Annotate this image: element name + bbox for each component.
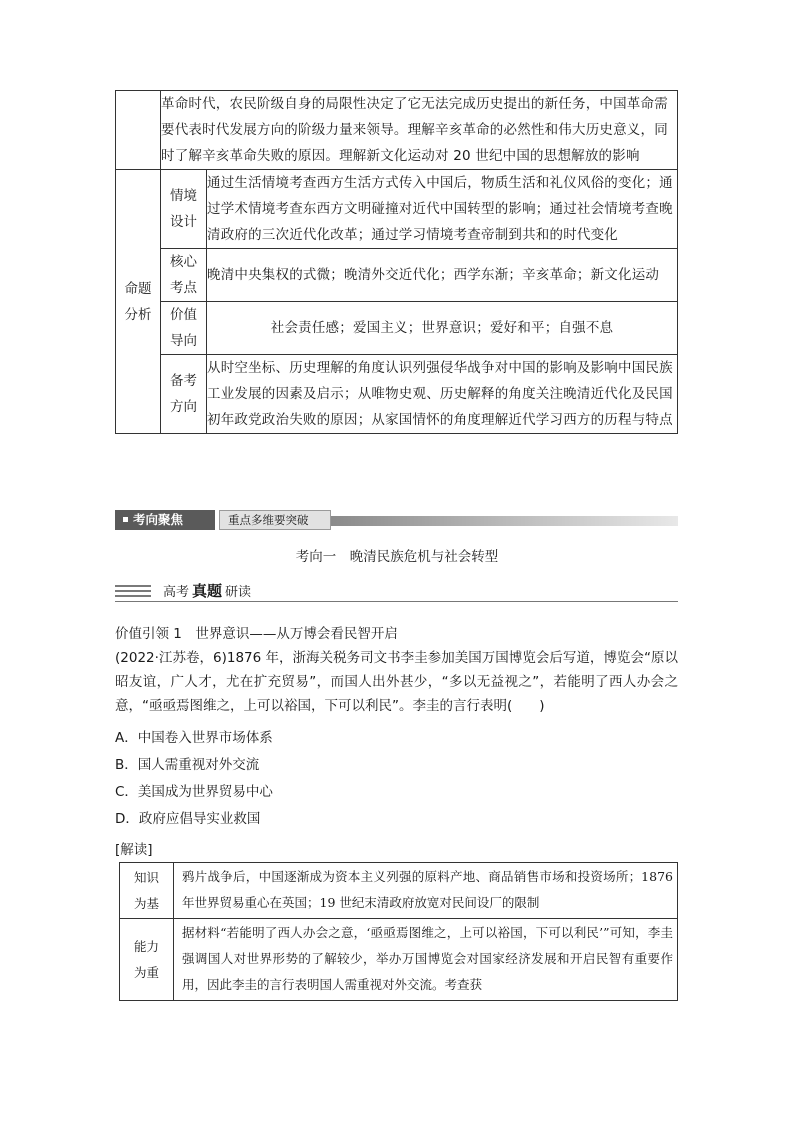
gaokao-bold: 真题 <box>192 582 223 600</box>
jiedu-key-ability: 能力为重 <box>134 938 160 980</box>
stripes-icon <box>115 585 151 600</box>
intro-text: 革命时代，农民阶级自身的局限性决定了它无法完成历史提出的新任务，中国革命需要代表时代发展方向的阶级力量来领导。理解辛亥革命的必然性和伟大历史意义，同时了解辛亥革命失败的原因。理解新文化运动对 20 世纪中国的思想解放的影响 <box>161 91 678 170</box>
section-banner <box>115 510 678 530</box>
gaokao-post: 研读 <box>225 585 252 600</box>
banner-main <box>115 510 215 530</box>
jiedu-key-cell <box>120 863 174 919</box>
group-label: 命题分析 <box>124 280 152 323</box>
square-bullet-icon <box>123 517 128 522</box>
heading-underline <box>115 601 678 602</box>
row-label-cell <box>161 249 207 302</box>
row-label-cell <box>161 355 207 434</box>
row-label-scenario: 情境设计 <box>170 188 197 230</box>
row-content-scenario: 通过生活情境考查西方生活方式传入中国后，物质生活和礼仪风俗的变化；通过学术情境考查东西方文明碰撞对近代中国转型的影响；通过社会情境考查晚清政府的三次近代化改革；通过学习情境考查帝制到共和的时代变化 <box>207 170 678 249</box>
gaokao-heading-text <box>163 582 251 602</box>
banner-gradient-bar <box>331 516 678 526</box>
jiedu-text-knowledge: 鸦片战争后，中国逐渐成为资本主义列强的原料产地、商品销售市场和投资场所；1876 年世界贸易重心在英国；19 世纪末清政府放宽对民间设厂的限制 <box>174 863 678 919</box>
row-content-prep: 从时空坐标、历史理解的角度认识列强侵华战争对中国的影响及影响中国民族工业发展的因素及启示；从唯物史观、历史解释的角度关注晚清近代化及民国初年政党政治失败的原因；从家国情怀的角度理解近代学习西方的历程与特点 <box>207 355 678 434</box>
option-c: C．美国成为世界贸易中心 <box>115 784 273 800</box>
question-title: 价值引领 1 世界意识——从万博会看民智开启 <box>115 626 398 642</box>
row-label-cell <box>161 170 207 249</box>
analysis-table <box>115 90 678 434</box>
question-stem: (2022·江苏卷，6)1876 年，浙海关税务司文书李圭参加美国万国博览会后写道，博览会“原以昭友谊，广人才，尤在扩充贸易”，而国人出外甚少，“多以无益视之”，若能明了西人办会之意，“亟亟焉图维之，上可以裕国，下可以利民”。李圭的言行表明( ) <box>115 650 678 714</box>
option-a: A．中国卷入世界市场体系 <box>115 730 273 746</box>
blank-cell <box>116 91 161 170</box>
row-label-prep: 备考方向 <box>170 373 197 415</box>
jiedu-text-ability: 据材料“若能明了西人办会之意，‘亟亟焉图维之，上可以裕国，下可以利民’”可知，李圭强调国人对世界形势的了解较少，举办万国博览会对国家经济发展和开启民智有重要作用，因此李圭的言行表明国人需重视对外交流。考查获 <box>174 919 678 1001</box>
gaokao-pre: 高考 <box>163 585 190 600</box>
jiedu-key-knowledge: 知识为基 <box>134 869 160 911</box>
gaokao-heading <box>115 582 678 602</box>
jiedu-key-cell <box>120 919 174 1001</box>
section-title: 考向一 晚清民族危机与社会转型 <box>295 549 499 565</box>
banner-main-text: 考向聚焦 <box>133 512 184 527</box>
banner-sub: 重点多维要突破 <box>219 510 331 530</box>
row-label-core: 核心考点 <box>170 254 197 296</box>
option-b: B．国人需重视对外交流 <box>115 757 260 773</box>
row-label-value: 价值导向 <box>170 307 197 349</box>
option-d: D．政府应倡导实业救国 <box>115 811 261 827</box>
jiedu-label: [解读] <box>115 842 153 858</box>
row-content-core: 晚清中央集权的式微；晚清外交近代化；西学东渐；辛亥革命；新文化运动 <box>207 249 678 302</box>
row-content-value: 社会责任感；爱国主义；世界意识；爱好和平；自强不息 <box>207 302 678 355</box>
jiedu-table <box>119 862 678 1001</box>
group-label-cell <box>116 170 161 434</box>
row-label-cell <box>161 302 207 355</box>
